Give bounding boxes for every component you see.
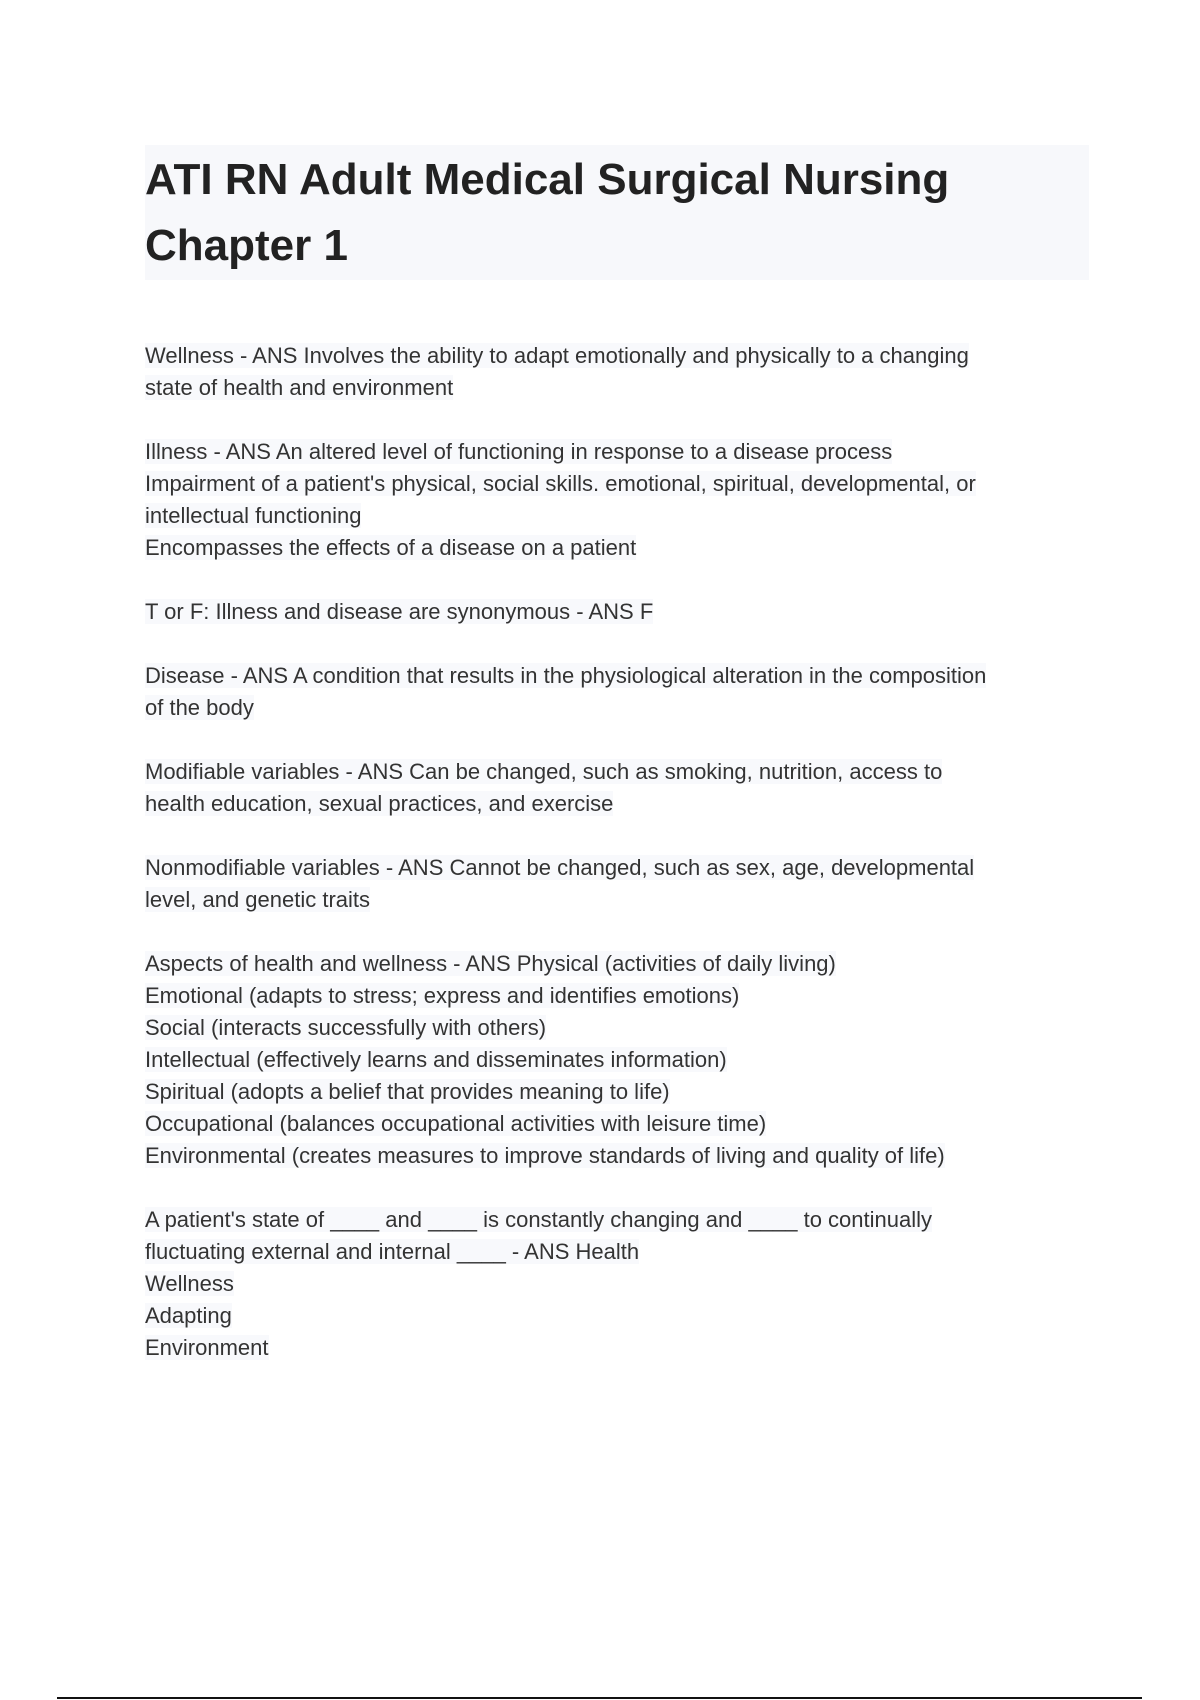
title-block [145, 145, 1089, 280]
text-line: T or F: Illness and disease are synonymous - ANS F [145, 599, 654, 624]
text-line: A patient's state of ____ and ____ is constantly changing and ____ to continually [145, 1207, 932, 1232]
text-line: fluctuating external and internal ____ - ANS Health [145, 1239, 640, 1264]
text-line: Environmental (creates measures to improve standards of living and quality of life) [145, 1143, 945, 1168]
title-line: ATI RN Adult Medical Surgical Nursing [145, 155, 950, 204]
text-line: Aspects of health and wellness - ANS Physical (activities of daily living) [145, 951, 836, 976]
text-line: level, and genetic traits [145, 887, 371, 912]
flashcard-nonmodifiable-variables [145, 852, 1089, 916]
text-line: state of health and environment [145, 375, 454, 400]
text-line: Encompasses the effects of a disease on a patient [145, 535, 637, 560]
flashcard-true-false [145, 596, 1089, 628]
text-line: Social (interacts successfully with others) [145, 1015, 547, 1040]
text-line: Wellness [145, 1271, 234, 1296]
text-line: of the body [145, 695, 254, 720]
text-line: Modifiable variables - ANS Can be changed, such as smoking, nutrition, access to [145, 759, 943, 784]
text-line: Environment [145, 1335, 269, 1360]
page-bottom-divider [57, 1697, 1142, 1699]
text-line: Impairment of a patient's physical, social skills. emotional, spiritual, developmental, or [145, 471, 976, 496]
flashcard-illness [145, 436, 1089, 564]
title-line: Chapter 1 [145, 221, 348, 270]
text-line: Occupational (balances occupational activities with leisure time) [145, 1111, 767, 1136]
flashcard-aspects-of-health [145, 948, 1089, 1172]
text-line: Disease - ANS A condition that results in the physiological alteration in the composition [145, 663, 987, 688]
text-line: Adapting [145, 1303, 232, 1328]
flashcard-wellness [145, 340, 1089, 404]
text-line: Wellness - ANS Involves the ability to adapt emotionally and physically to a changing [145, 343, 969, 368]
flashcard-modifiable-variables [145, 756, 1089, 820]
text-line: Intellectual (effectively learns and disseminates information) [145, 1047, 727, 1072]
text-line: Illness - ANS An altered level of functioning in response to a disease process [145, 439, 893, 464]
text-line: health education, sexual practices, and exercise [145, 791, 614, 816]
text-line: Nonmodifiable variables - ANS Cannot be changed, such as sex, age, developmental [145, 855, 975, 880]
text-line: intellectual functioning [145, 503, 362, 528]
text-line: Emotional (adapts to stress; express and identifies emotions) [145, 983, 740, 1008]
text-line: Spiritual (adopts a belief that provides meaning to life) [145, 1079, 670, 1104]
flashcard-list [145, 340, 1089, 1396]
flashcard-disease [145, 660, 1089, 724]
document-title [145, 147, 1089, 279]
flashcard-fill-in-blank [145, 1204, 1089, 1364]
